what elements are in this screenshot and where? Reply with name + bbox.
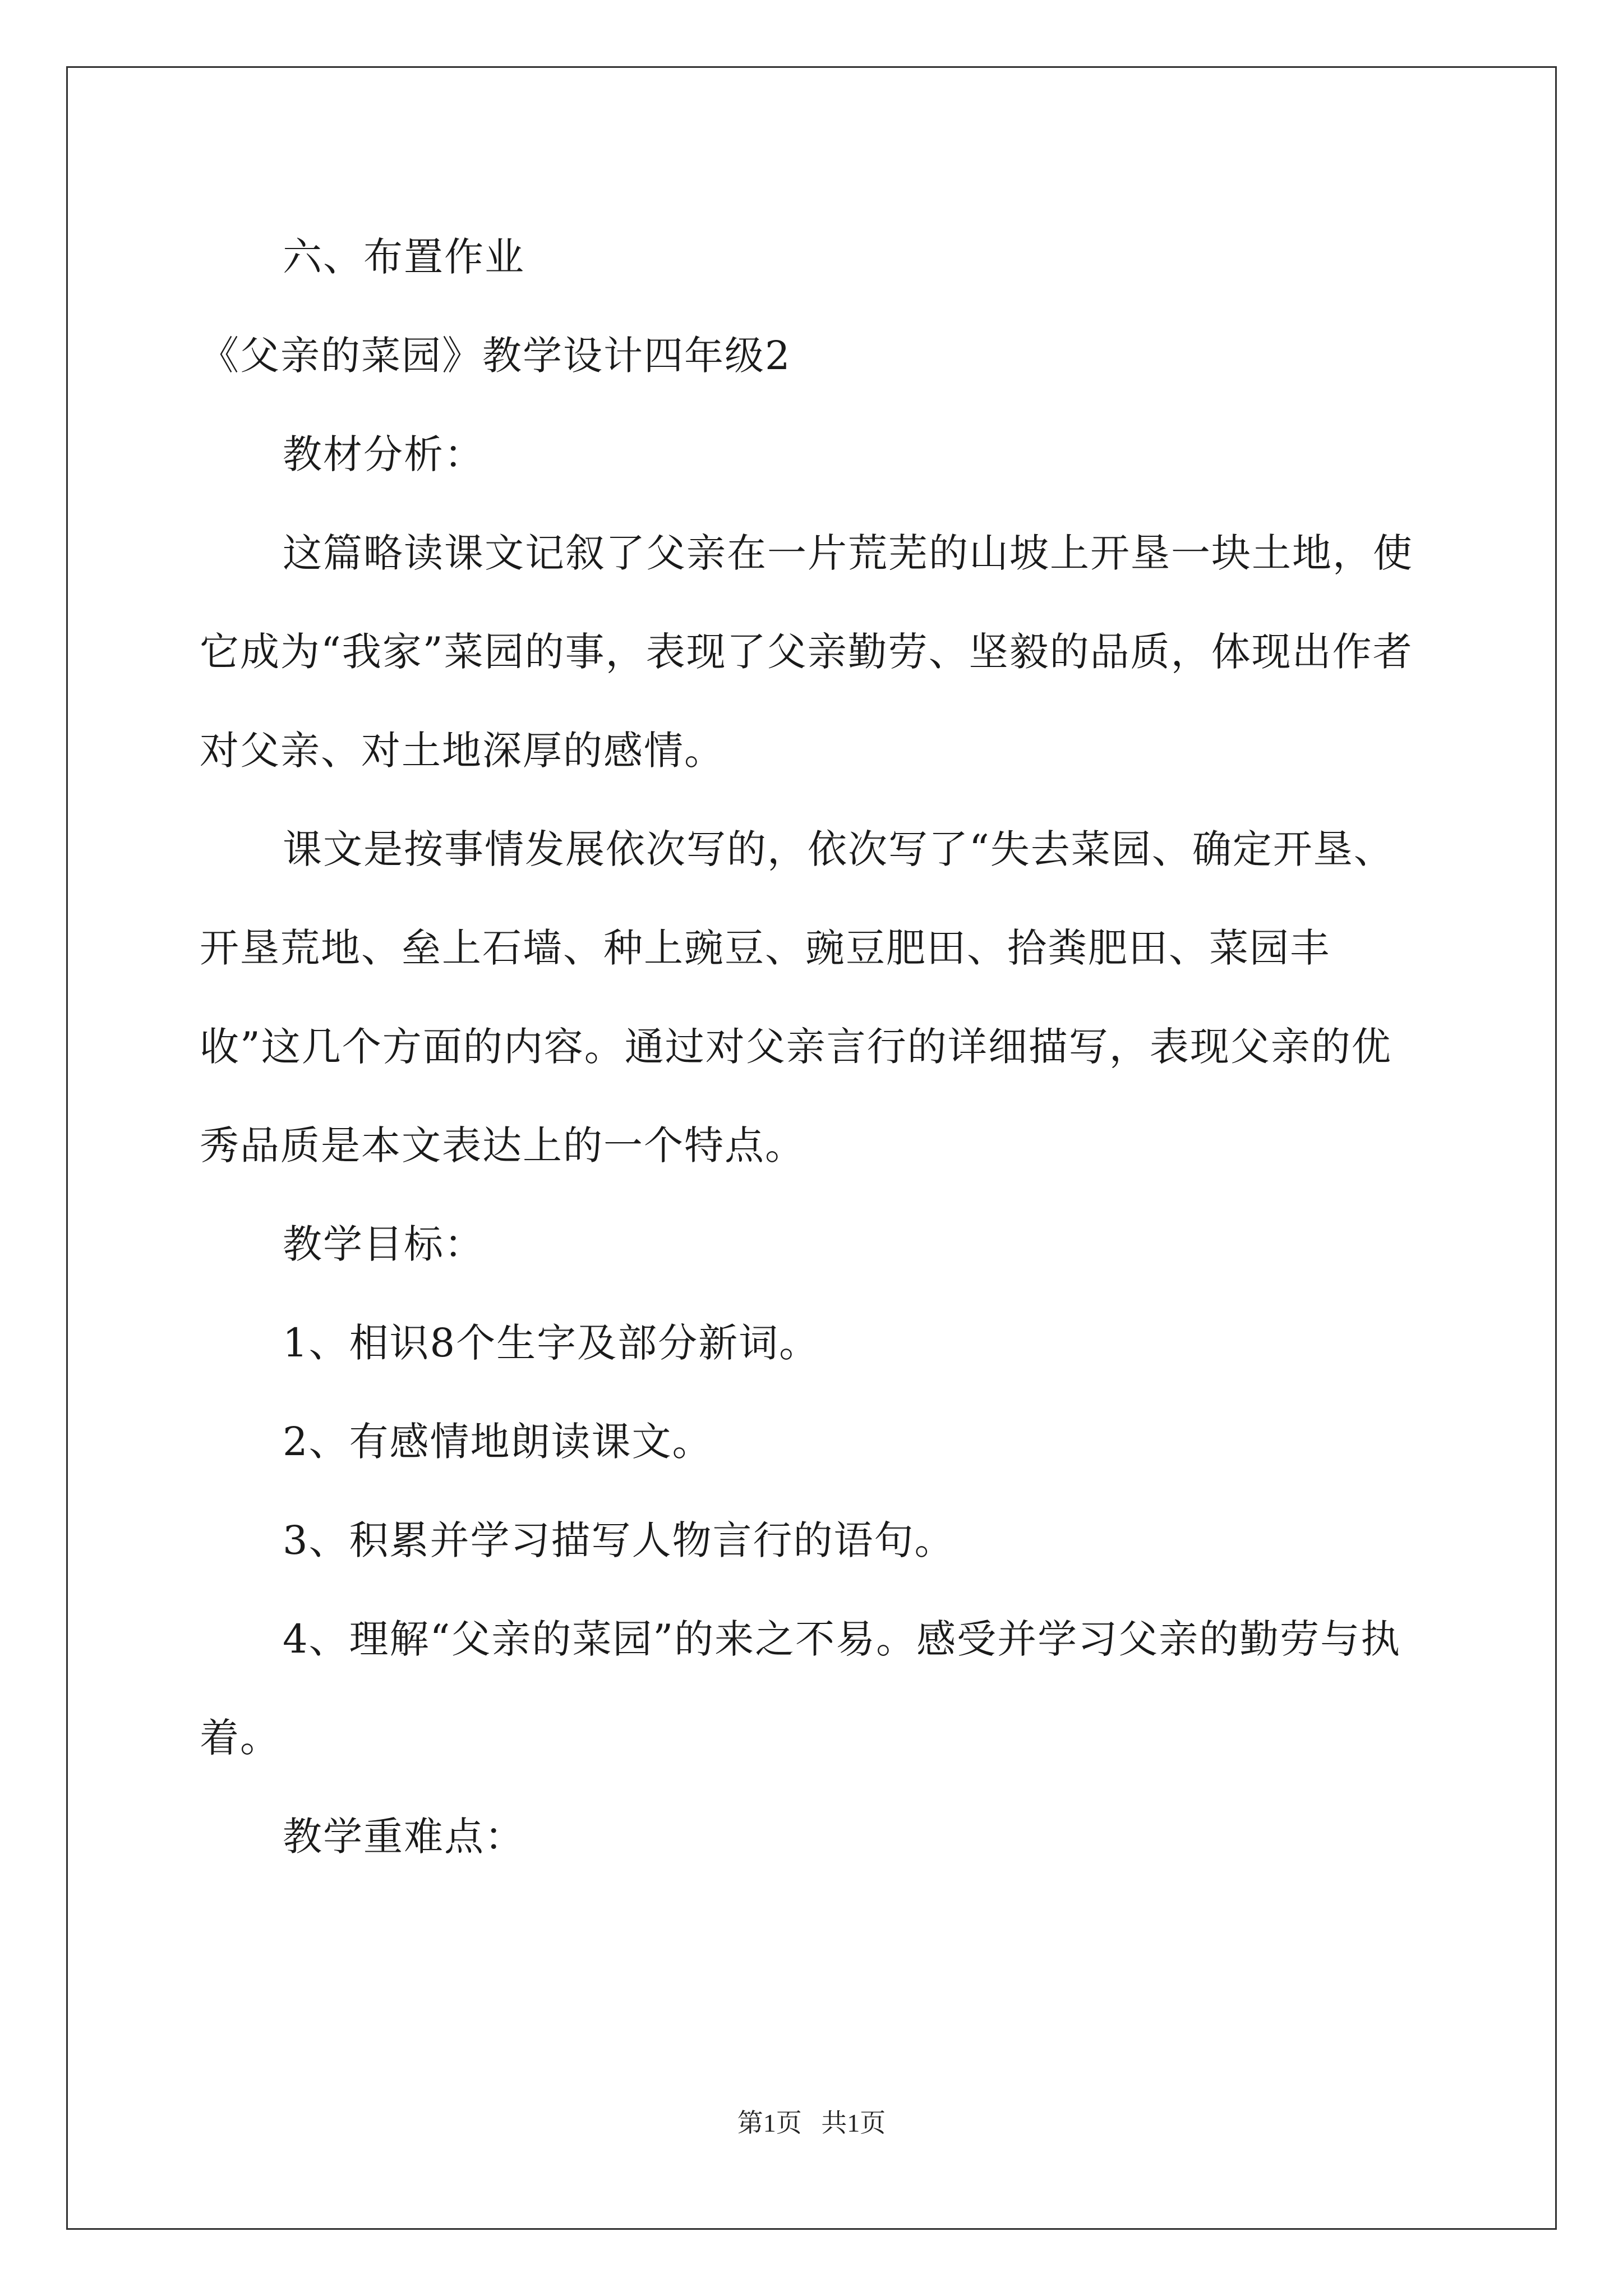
list-item: 2、有感情地朗读课文。 xyxy=(283,1419,713,1465)
paragraph: 这篇略读课文记叙了父亲在一片荒芜的山坡上开垦一块土地，使它成为“我家”菜园的事，表现了父亲勤劳、坚毅的品质，体现出作者对父亲、对土地深厚的感情。 xyxy=(200,530,1413,774)
paragraph: 教学重难点： xyxy=(283,1814,525,1860)
list-item: 1、相识8个生字及部分新词。 xyxy=(283,1320,820,1366)
paragraph: 六、布置作业 xyxy=(283,234,525,280)
list-item: 3、积累并学习描写人物言行的语句。 xyxy=(283,1517,955,1563)
document-body xyxy=(200,208,1427,1886)
list-item: 4、理解“父亲的菜园”的来之不易。感受并学习父亲的勤劳与执着。 xyxy=(200,1616,1401,1761)
paragraph: 课文是按事情发展依次写的，依次写了“失去菜园、确定开垦、开垦荒地、垒上石墙、种上豌豆、豌豆肥田、拾粪肥田、菜园丰收”这几个方面的内容。通过对父亲言行的详细描写，表现父亲的优秀品质是本文表达上的一个特点。 xyxy=(200,826,1394,1168)
section-title: 《父亲的菜园》教学设计四年级2 xyxy=(200,333,791,379)
paragraph: 教学目标： xyxy=(283,1221,485,1267)
page-footer: 第1页 共1页 xyxy=(737,2109,886,2137)
paragraph: 教材分析： xyxy=(283,431,485,477)
